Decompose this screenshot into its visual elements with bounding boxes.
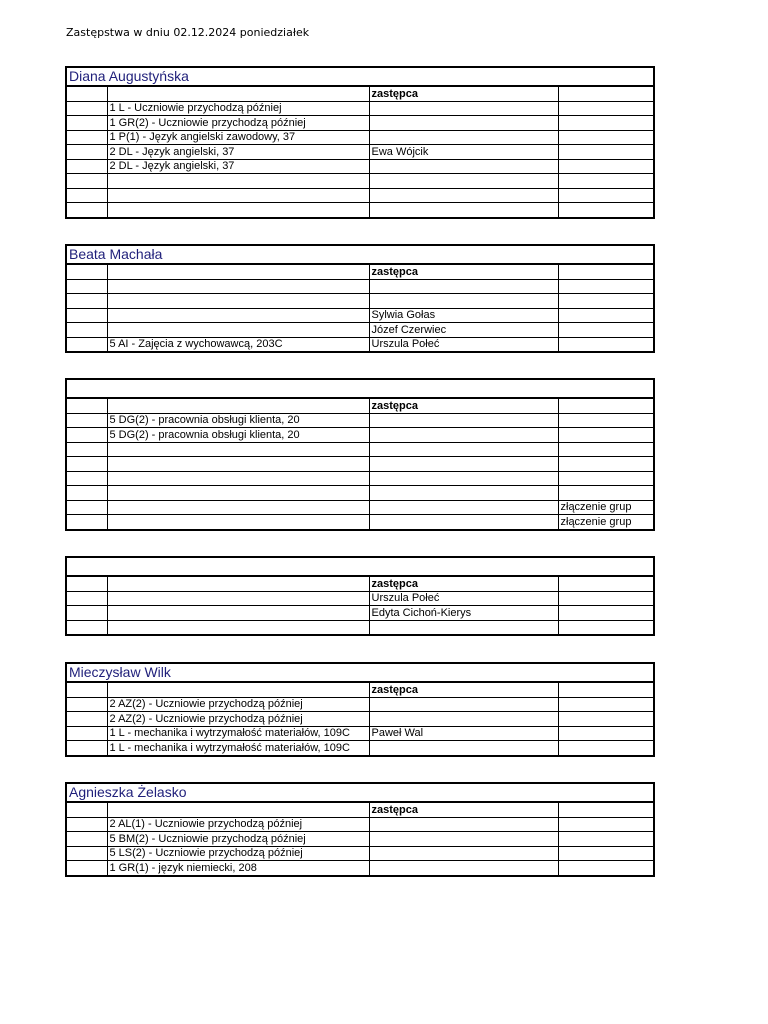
table-row — [66, 145, 654, 160]
table-row — [66, 101, 654, 116]
class-subject-cell — [107, 442, 369, 457]
class-subject-cell — [107, 457, 369, 472]
class-subject-cell: 5 BM(2) - Uczniowie przychodzą później — [107, 832, 369, 847]
class-subject-cell — [107, 500, 369, 515]
remarks-cell — [558, 159, 654, 174]
substitute-teacher-cell: Urszula Połeć — [369, 591, 558, 606]
table-row — [66, 188, 654, 203]
lesson-number-cell — [66, 846, 107, 861]
remarks-cell — [558, 101, 654, 116]
column-header-substitute: zastępca — [369, 264, 558, 279]
remarks-cell — [558, 606, 654, 621]
substitution-table — [65, 378, 655, 531]
remarks-cell — [558, 832, 654, 847]
class-subject-cell: 5 DG(2) - pracownia obsługi klienta, 20 — [107, 428, 369, 443]
lesson-number-cell — [66, 741, 107, 756]
table-row — [66, 174, 654, 189]
class-subject-cell — [107, 515, 369, 530]
table-row — [66, 308, 654, 323]
remarks-cell — [558, 741, 654, 756]
substitute-teacher-cell — [369, 130, 558, 145]
remarks-cell — [558, 294, 654, 309]
remarks-cell — [558, 145, 654, 160]
class-subject-cell: 2 DL - Język angielski, 37 — [107, 145, 369, 160]
class-subject-cell — [107, 471, 369, 486]
substitute-teacher-cell: Edyta Cichoń-Kierys — [369, 606, 558, 621]
substitution-table — [65, 782, 655, 877]
column-header — [107, 398, 369, 413]
table-row — [66, 323, 654, 338]
table-row — [66, 620, 654, 635]
document-title: Zastępstwa w dniu 02.12.2024 poniedziałek — [66, 26, 310, 39]
class-subject-cell — [107, 486, 369, 501]
lesson-number-cell — [66, 832, 107, 847]
teacher-name: Diana Augustyńska — [66, 67, 654, 86]
substitution-table — [65, 662, 655, 757]
table-row — [66, 515, 654, 530]
substitute-teacher-cell — [369, 279, 558, 294]
lesson-number-cell — [66, 457, 107, 472]
class-subject-cell — [107, 308, 369, 323]
remarks-cell — [558, 817, 654, 832]
lesson-number-cell — [66, 712, 107, 727]
table-row — [66, 712, 654, 727]
lesson-number-cell — [66, 159, 107, 174]
substitution-table — [65, 244, 655, 353]
lesson-number-cell — [66, 726, 107, 741]
class-subject-cell — [107, 203, 369, 218]
substitute-teacher-cell — [369, 620, 558, 635]
table-row — [66, 817, 654, 832]
column-header — [66, 802, 107, 817]
column-header-substitute: zastępca — [369, 398, 558, 413]
column-header — [107, 576, 369, 591]
class-subject-cell — [107, 294, 369, 309]
substitute-teacher-cell — [369, 697, 558, 712]
table-row — [66, 591, 654, 606]
remarks-cell — [558, 323, 654, 338]
lesson-number-cell — [66, 323, 107, 338]
substitute-teacher-cell: Józef Czerwiec — [369, 323, 558, 338]
teacher-name: Agnieszka Żelasko — [66, 783, 654, 802]
table-header-row — [66, 576, 654, 591]
substitute-teacher-cell — [369, 174, 558, 189]
remarks-cell — [558, 486, 654, 501]
table-row — [66, 159, 654, 174]
substitute-teacher-cell — [369, 846, 558, 861]
remarks-cell — [558, 337, 654, 352]
substitute-teacher-cell — [369, 712, 558, 727]
lesson-number-cell — [66, 606, 107, 621]
table-row — [66, 294, 654, 309]
substitution-table — [65, 556, 655, 636]
class-subject-cell — [107, 620, 369, 635]
remarks-cell — [558, 279, 654, 294]
column-header — [66, 264, 107, 279]
column-header — [66, 398, 107, 413]
lesson-number-cell — [66, 697, 107, 712]
substitute-teacher-cell — [369, 116, 558, 131]
teacher-name: Beata Machała — [66, 245, 654, 264]
substitute-teacher-cell — [369, 428, 558, 443]
table-row — [66, 279, 654, 294]
table-header-row — [66, 682, 654, 697]
teacher-name — [66, 557, 654, 576]
substitute-teacher-cell — [369, 817, 558, 832]
table-row — [66, 726, 654, 741]
substitute-teacher-cell — [369, 500, 558, 515]
column-header — [558, 398, 654, 413]
substitute-teacher-cell — [369, 471, 558, 486]
substitute-teacher-cell: Paweł Wal — [369, 726, 558, 741]
class-subject-cell: 2 AL(1) - Uczniowie przychodzą później — [107, 817, 369, 832]
remarks-cell — [558, 861, 654, 876]
column-header — [558, 576, 654, 591]
remarks-cell — [558, 846, 654, 861]
column-header — [558, 264, 654, 279]
substitute-teacher-cell: Urszula Połeć — [369, 337, 558, 352]
substitute-teacher-cell — [369, 861, 558, 876]
substitute-teacher-cell — [369, 832, 558, 847]
class-subject-cell — [107, 591, 369, 606]
remarks-cell — [558, 471, 654, 486]
column-header-substitute: zastępca — [369, 86, 558, 101]
lesson-number-cell — [66, 515, 107, 530]
column-header — [558, 682, 654, 697]
remarks-cell — [558, 308, 654, 323]
class-subject-cell: 1 P(1) - Język angielski zawodowy, 37 — [107, 130, 369, 145]
substitute-teacher-cell — [369, 442, 558, 457]
column-header — [107, 264, 369, 279]
column-header — [558, 86, 654, 101]
lesson-number-cell — [66, 620, 107, 635]
lesson-number-cell — [66, 130, 107, 145]
class-subject-cell — [107, 174, 369, 189]
lesson-number-cell — [66, 337, 107, 352]
remarks-cell — [558, 413, 654, 428]
class-subject-cell — [107, 323, 369, 338]
class-subject-cell: 1 L - mechanika i wytrzymałość materiałów, 109C — [107, 726, 369, 741]
substitute-teacher-cell — [369, 101, 558, 116]
table-row — [66, 116, 654, 131]
table-row — [66, 846, 654, 861]
lesson-number-cell — [66, 413, 107, 428]
class-subject-cell: 2 DL - Język angielski, 37 — [107, 159, 369, 174]
lesson-number-cell — [66, 294, 107, 309]
column-header — [66, 86, 107, 101]
class-subject-cell: 5 DG(2) - pracownia obsługi klienta, 20 — [107, 413, 369, 428]
table-header-row — [66, 264, 654, 279]
column-header — [107, 682, 369, 697]
substitute-teacher-cell — [369, 159, 558, 174]
table-row — [66, 741, 654, 756]
remarks-cell: złączenie grup — [558, 500, 654, 515]
remarks-cell — [558, 203, 654, 218]
column-header-substitute: zastępca — [369, 682, 558, 697]
substitute-teacher-cell — [369, 203, 558, 218]
lesson-number-cell — [66, 203, 107, 218]
class-subject-cell: 1 GR(1) - język niemiecki, 208 — [107, 861, 369, 876]
table-row — [66, 413, 654, 428]
column-header-substitute: zastępca — [369, 576, 558, 591]
class-subject-cell: 1 L - mechanika i wytrzymałość materiałów, 109C — [107, 741, 369, 756]
column-header — [107, 802, 369, 817]
class-subject-cell: 2 AZ(2) - Uczniowie przychodzą później — [107, 712, 369, 727]
class-subject-cell — [107, 606, 369, 621]
remarks-cell — [558, 620, 654, 635]
remarks-cell — [558, 428, 654, 443]
substitute-teacher-cell — [369, 188, 558, 203]
substitute-teacher-cell — [369, 294, 558, 309]
teacher-name: Mieczysław Wilk — [66, 663, 654, 682]
lesson-number-cell — [66, 308, 107, 323]
table-header-row — [66, 398, 654, 413]
lesson-number-cell — [66, 471, 107, 486]
lesson-number-cell — [66, 101, 107, 116]
remarks-cell — [558, 174, 654, 189]
table-row — [66, 130, 654, 145]
lesson-number-cell — [66, 591, 107, 606]
remarks-cell — [558, 116, 654, 131]
table-row — [66, 606, 654, 621]
table-row — [66, 442, 654, 457]
class-subject-cell: 5 AI - Zajęcia z wychowawcą, 203C — [107, 337, 369, 352]
remarks-cell — [558, 188, 654, 203]
table-row — [66, 337, 654, 352]
teacher-name — [66, 379, 654, 398]
remarks-cell — [558, 712, 654, 727]
column-header-substitute: zastępca — [369, 802, 558, 817]
class-subject-cell: 1 GR(2) - Uczniowie przychodzą później — [107, 116, 369, 131]
substitute-teacher-cell — [369, 515, 558, 530]
table-row — [66, 486, 654, 501]
table-row — [66, 697, 654, 712]
remarks-cell — [558, 591, 654, 606]
class-subject-cell: 1 L - Uczniowie przychodzą później — [107, 101, 369, 116]
remarks-cell — [558, 442, 654, 457]
table-row — [66, 500, 654, 515]
remarks-cell: złączenie grup — [558, 515, 654, 530]
lesson-number-cell — [66, 442, 107, 457]
table-header-row — [66, 802, 654, 817]
remarks-cell — [558, 457, 654, 472]
lesson-number-cell — [66, 861, 107, 876]
lesson-number-cell — [66, 486, 107, 501]
substitute-teacher-cell — [369, 741, 558, 756]
class-subject-cell — [107, 279, 369, 294]
remarks-cell — [558, 130, 654, 145]
substitute-teacher-cell — [369, 413, 558, 428]
substitute-teacher-cell: Ewa Wójcik — [369, 145, 558, 160]
table-header-row — [66, 86, 654, 101]
table-row — [66, 203, 654, 218]
lesson-number-cell — [66, 428, 107, 443]
column-header — [107, 86, 369, 101]
lesson-number-cell — [66, 116, 107, 131]
column-header — [66, 682, 107, 697]
class-subject-cell — [107, 188, 369, 203]
lesson-number-cell — [66, 145, 107, 160]
lesson-number-cell — [66, 817, 107, 832]
remarks-cell — [558, 726, 654, 741]
table-row — [66, 861, 654, 876]
substitute-teacher-cell — [369, 486, 558, 501]
class-subject-cell: 2 AZ(2) - Uczniowie przychodzą później — [107, 697, 369, 712]
column-header — [558, 802, 654, 817]
remarks-cell — [558, 697, 654, 712]
substitute-teacher-cell: Sylwia Gołas — [369, 308, 558, 323]
lesson-number-cell — [66, 500, 107, 515]
column-header — [66, 576, 107, 591]
class-subject-cell: 5 LS(2) - Uczniowie przychodzą później — [107, 846, 369, 861]
lesson-number-cell — [66, 174, 107, 189]
table-row — [66, 457, 654, 472]
table-row — [66, 832, 654, 847]
lesson-number-cell — [66, 188, 107, 203]
substitution-table — [65, 66, 655, 219]
substitute-teacher-cell — [369, 457, 558, 472]
lesson-number-cell — [66, 279, 107, 294]
table-row — [66, 428, 654, 443]
table-row — [66, 471, 654, 486]
